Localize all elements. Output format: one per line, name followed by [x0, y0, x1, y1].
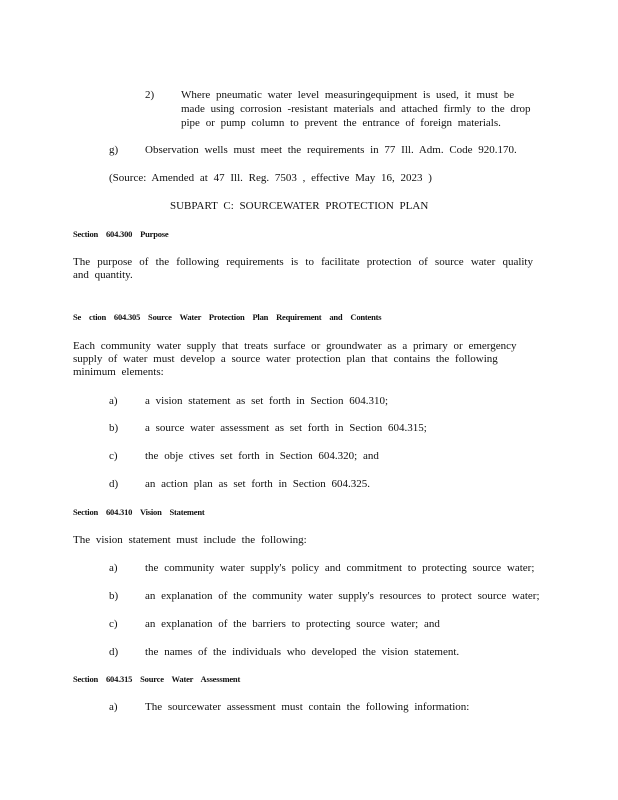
- section-604-305-item-c-text: the obje ctives set forth in Section 604.320; and: [145, 450, 379, 462]
- section-604-305-item-c-number: c): [109, 450, 118, 462]
- section-604-310-item-c-text: an explanation of the barriers to protecting source water; and: [145, 618, 440, 630]
- section-604-315-item-a-text: The sourcewater assessment must contain the following information:: [145, 701, 470, 713]
- section-604-315-item-a-number: a): [109, 701, 118, 713]
- section-604-310-item-a-number: a): [109, 562, 118, 574]
- section-604-305-line-3: minimum elements:: [73, 366, 164, 378]
- item-2-line-3: pipe or pump column to prevent the entrance of foreign materials.: [181, 117, 501, 129]
- section-604-310-item-b-number: b): [109, 590, 119, 602]
- section-604-300-heading: Section 604.300 Purpose: [73, 229, 169, 239]
- section-604-305-item-d-text: an action plan as set forth in Section 604.325.: [145, 478, 371, 490]
- item-2-line-1: Where pneumatic water level measuringequipment is used, it must be: [181, 89, 515, 101]
- section-604-300-paragraph: The purpose of the following requirements is to facilitate protection of source water quality and quantity.: [73, 256, 533, 281]
- section-604-305-item-b-text: a source water assessment as set forth in Section 604.315;: [145, 422, 427, 434]
- section-604-310-paragraph: The vision statement must include the following:: [73, 534, 307, 546]
- item-2-number: 2): [145, 89, 155, 101]
- section-604-305-item-d-number: d): [109, 478, 119, 490]
- section-604-305-item-a-text: a vision statement as set forth in Section 604.310;: [145, 395, 389, 407]
- item-g-text: Observation wells must meet the requirements in 77 Ill. Adm. Code 920.170.: [145, 144, 517, 156]
- section-604-315-heading: Section 604.315 Source Water Assessment: [73, 674, 241, 684]
- section-604-310-heading: Section 604.310 Vision Statement: [73, 507, 205, 517]
- section-604-310-item-c-number: c): [109, 618, 118, 630]
- section-604-310-item-d-number: d): [109, 646, 119, 658]
- section-604-310-item-a-text: the community water supply's policy and commitment to protecting source water;: [145, 562, 535, 574]
- section-604-310-item-b-text: an explanation of the community water supply's resources to protect source water;: [145, 590, 540, 602]
- section-604-305-item-b-number: b): [109, 422, 119, 434]
- item-2-line-2: made using corrosion -resistant materials and attached firmly to the drop: [181, 103, 531, 115]
- subpart-heading: SUBPART C: SOURCEWATER PROTECTION PLAN: [170, 200, 429, 212]
- section-604-305-line-2: supply of water must develop a source water protection plan that contains the following: [73, 353, 498, 365]
- section-604-310-item-d-text: the names of the individuals who developed the vision statement.: [145, 646, 460, 658]
- source-note: (Source: Amended at 47 Ill. Reg. 7503 , effective May 16, 2023 ): [109, 172, 432, 184]
- section-604-305-line-1: Each community water supply that treats surface or groundwater as a primary or emergency: [73, 340, 517, 352]
- section-604-305-heading: Se ction 604.305 Source Water Protection Plan Requirement and Contents: [73, 312, 382, 322]
- section-604-305-item-a-number: a): [109, 395, 118, 407]
- item-g-number: g): [109, 144, 119, 156]
